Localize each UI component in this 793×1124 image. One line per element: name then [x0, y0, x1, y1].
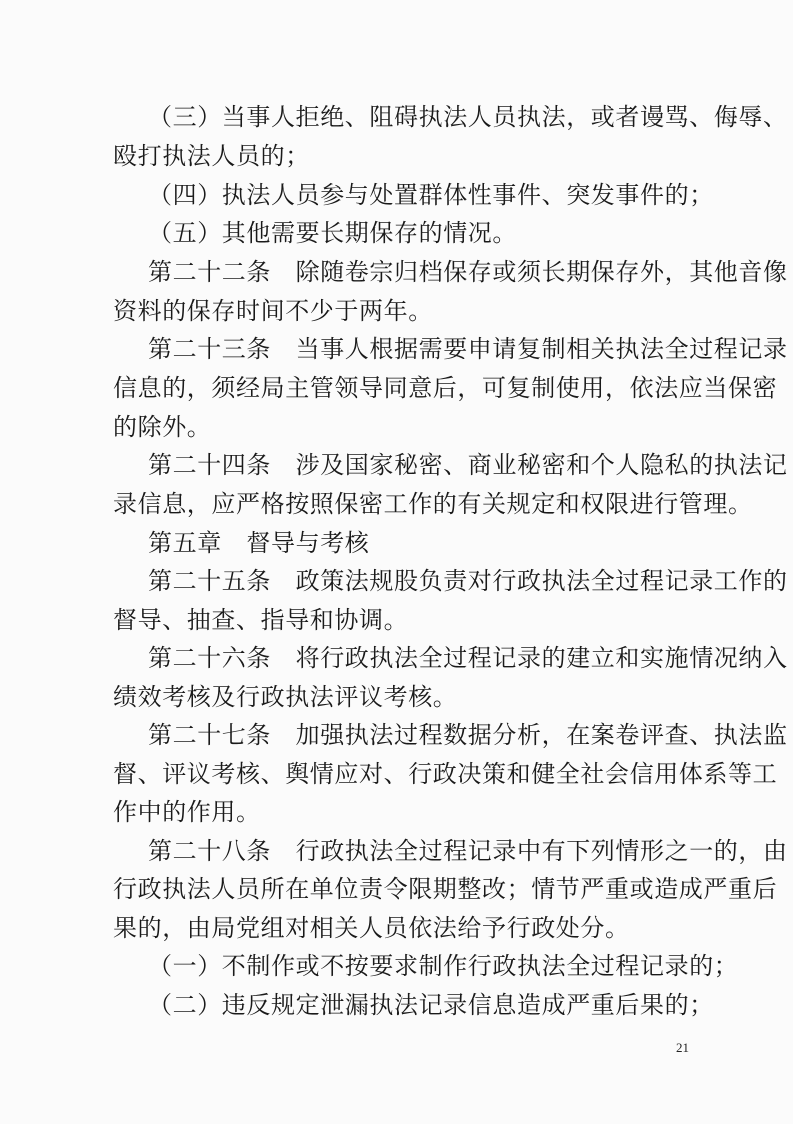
- text-line-2: 殴打执法人员的；: [113, 142, 310, 170]
- text-line-6: 资料的保存时间不少于两年。: [113, 297, 433, 325]
- text-line-24: （二）违反规定泄漏执法记录信息造成严重后果的；: [148, 991, 714, 1019]
- text-line-22: 果的，由局党组对相关人员依法给予行政处分。: [113, 914, 630, 942]
- text-line-20: 第二十八条 行政执法全过程记录中有下列情形之一的，由: [148, 837, 788, 865]
- text-line-11: 录信息，应严格按照保密工作的有关规定和权限进行管理。: [113, 490, 753, 518]
- text-line-14: 督导、抽查、指导和协调。: [113, 606, 409, 634]
- text-line-4: （五）其他需要长期保存的情况。: [148, 219, 517, 247]
- chapter-heading: 第五章 督导与考核: [148, 529, 370, 557]
- page-number: 21: [676, 1040, 689, 1055]
- text-line-15: 第二十六条 将行政执法全过程记录的建立和实施情况纳入: [148, 644, 788, 672]
- text-line-13: 第二十五条 政策法规股负责对行政执法全过程记录工作的: [148, 567, 788, 595]
- text-line-17: 第二十七条 加强执法过程数据分析，在案卷评查、执法监: [148, 721, 788, 749]
- text-line-5: 第二十二条 除随卷宗归档保存或须长期保存外，其他音像: [148, 258, 788, 286]
- text-line-18: 督、评议考核、舆情应对、行政决策和健全社会信用体系等工: [113, 760, 778, 788]
- text-line-16: 绩效考核及行政执法评议考核。: [113, 683, 458, 711]
- text-line-3: （四）执法人员参与处置群体性事件、突发事件的；: [148, 181, 714, 209]
- text-line-23: （一）不制作或不按要求制作行政执法全过程记录的；: [148, 952, 739, 980]
- text-line-8: 信息的，须经局主管领导同意后，可复制使用，依法应当保密: [113, 374, 778, 402]
- text-line-21: 行政执法人员所在单位责令限期整改；情节严重或造成严重后: [113, 875, 778, 903]
- text-line-9: 的除外。: [113, 413, 212, 441]
- text-line-10: 第二十四条 涉及国家秘密、商业秘密和个人隐私的执法记: [148, 451, 788, 479]
- text-line-1: （三）当事人拒绝、阻碍执法人员执法，或者谩骂、侮辱、: [148, 103, 788, 131]
- text-line-19: 作中的作用。: [113, 798, 261, 826]
- text-line-7: 第二十三条 当事人根据需要申请复制相关执法全过程记录: [148, 335, 788, 363]
